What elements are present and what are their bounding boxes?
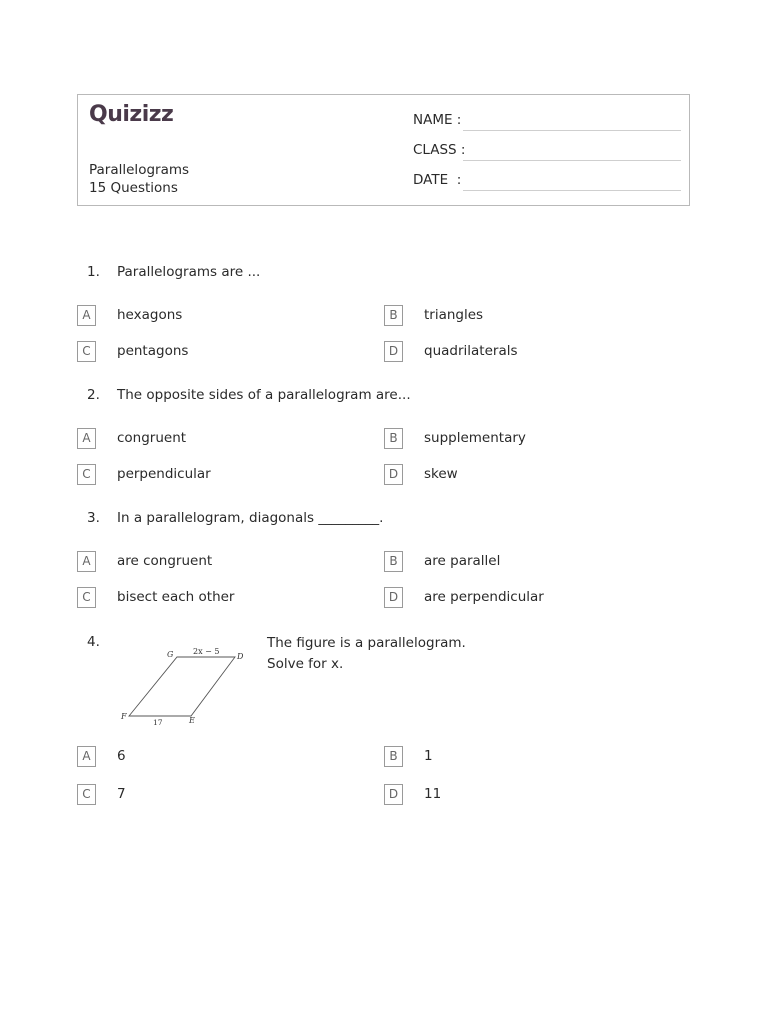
option-letter-box: B [384, 428, 403, 449]
option-text: skew [424, 466, 458, 482]
class-label: CLASS : [413, 142, 466, 158]
option-text: quadrilaterals [424, 343, 518, 359]
option-letter-box: D [384, 464, 403, 485]
student-info-fields [413, 109, 683, 199]
option-letter-box: C [77, 341, 96, 362]
option-text: triangles [424, 307, 484, 323]
option-letter-box: C [77, 784, 96, 805]
option-letter-box: C [77, 587, 96, 608]
option-letter-box: A [77, 428, 96, 449]
class-field[interactable] [413, 139, 683, 169]
option-letter-box: C [77, 464, 96, 485]
name-line[interactable] [463, 130, 681, 131]
option-letter-box: D [384, 341, 403, 362]
class-line[interactable] [463, 160, 681, 161]
question-text: The opposite sides of a parallelogram are... [117, 387, 411, 403]
vertex-e-label: E [189, 716, 195, 725]
option-text: pentagons [117, 343, 189, 359]
option-text: 6 [117, 748, 126, 764]
parallelogram-figure [117, 644, 252, 730]
option-letter-box: D [384, 587, 403, 608]
question-count: 15 Questions [89, 180, 178, 196]
question-text: Parallelograms are ... [117, 264, 261, 280]
question-text-line-1: The figure is a parallelogram. [267, 635, 466, 651]
option-letter-box: D [384, 784, 403, 805]
option-text: hexagons [117, 307, 183, 323]
option-letter-box: A [77, 551, 96, 572]
question-number: 3. [87, 510, 100, 526]
question-text [267, 633, 466, 675]
question-number: 4. [87, 634, 100, 650]
option-letter-box: B [384, 746, 403, 767]
date-line[interactable] [463, 190, 681, 191]
question-text: In a parallelogram, diagonals _________. [117, 510, 384, 526]
question-number: 2. [87, 387, 100, 403]
quizizz-logo: Quizizz [89, 102, 174, 127]
option-text: are parallel [424, 553, 501, 569]
vertex-g-label: G [167, 650, 174, 659]
quiz-title-block [89, 161, 189, 197]
date-field[interactable] [413, 169, 683, 199]
option-text: supplementary [424, 430, 526, 446]
name-label: NAME : [413, 112, 462, 128]
option-text: bisect each other [117, 589, 235, 605]
bottom-side-label: 17 [153, 718, 163, 727]
option-text: 7 [117, 786, 126, 802]
option-text: are congruent [117, 553, 213, 569]
question-text-line-2: Solve for x. [267, 656, 344, 672]
top-side-label: 2x − 5 [193, 647, 220, 656]
name-field[interactable] [413, 109, 683, 139]
vertex-d-label: D [237, 652, 244, 661]
option-letter-box: B [384, 305, 403, 326]
option-text: perpendicular [117, 466, 211, 482]
option-letter-box: A [77, 305, 96, 326]
parallelogram-shape [129, 657, 235, 716]
option-text: 1 [424, 748, 433, 764]
vertex-f-label: F [121, 712, 127, 721]
option-letter-box: B [384, 551, 403, 572]
option-letter-box: A [77, 746, 96, 767]
question-number: 1. [87, 264, 100, 280]
option-text: are perpendicular [424, 589, 544, 605]
option-text: congruent [117, 430, 187, 446]
quiz-title: Parallelograms [89, 162, 190, 178]
date-label: DATE : [413, 172, 462, 188]
worksheet-header [77, 94, 690, 206]
option-text: 11 [424, 786, 442, 802]
